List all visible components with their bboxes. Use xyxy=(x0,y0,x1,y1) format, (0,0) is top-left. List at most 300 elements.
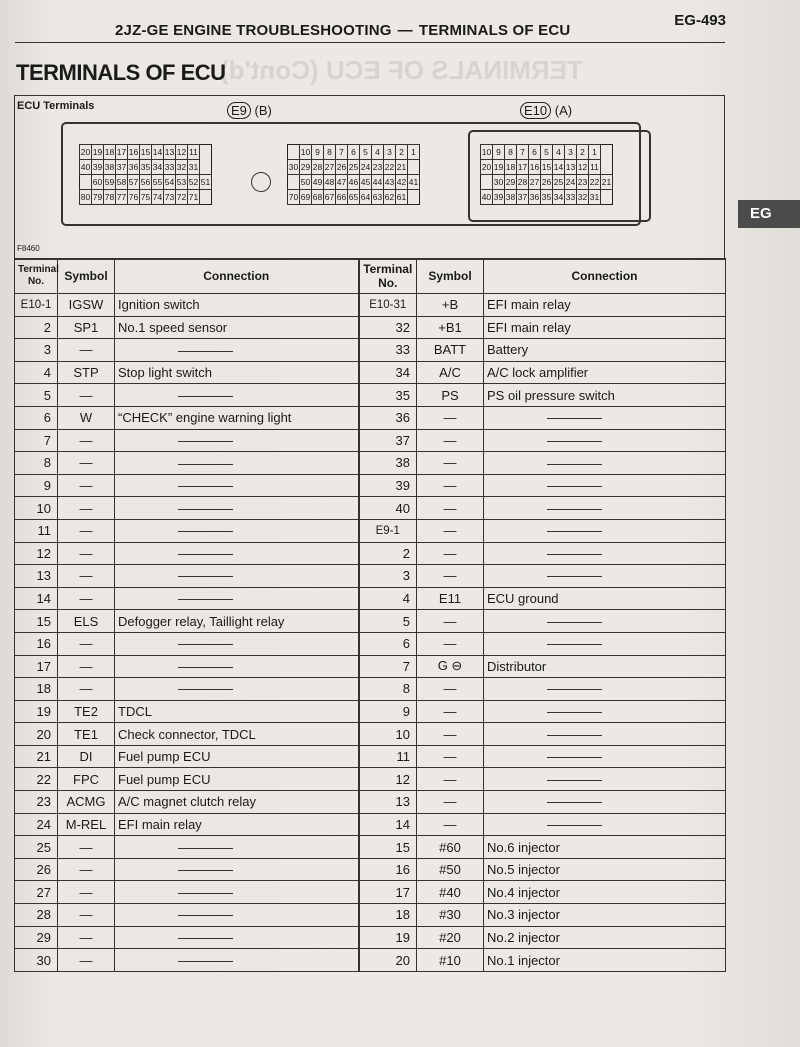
figure-code: F8460 xyxy=(17,244,40,253)
pin-number: 21 xyxy=(396,160,408,175)
pin-number: 18 xyxy=(505,160,517,175)
terminal-symbol: STP xyxy=(58,361,115,384)
terminal-number: 7 xyxy=(15,429,58,452)
terminal-symbol: #50 xyxy=(417,858,484,881)
terminal-symbol: — xyxy=(58,519,115,542)
terminal-connection: EFI main relay xyxy=(484,294,726,317)
pin-number: 66 xyxy=(336,190,348,205)
terminal-number: 6 xyxy=(359,632,417,655)
table-row xyxy=(15,858,726,881)
pin-number: 21 xyxy=(601,175,613,190)
col-header-terminal: Terminal No. xyxy=(15,259,58,294)
connector-letter: A xyxy=(559,103,568,118)
terminal-connection xyxy=(484,565,726,588)
pin-number: 71 xyxy=(188,190,200,205)
pin-spacer xyxy=(481,175,493,190)
pin-number: 10 xyxy=(300,145,312,160)
terminal-number: 33 xyxy=(359,339,417,362)
running-header xyxy=(115,22,570,39)
pin-number: 7 xyxy=(517,145,529,160)
terminal-connection xyxy=(115,904,359,927)
pin-number: 16 xyxy=(128,145,140,160)
terminal-connection: Distributor xyxy=(484,655,726,678)
terminal-connection xyxy=(484,474,726,497)
terminal-number: 5 xyxy=(359,610,417,633)
pin-number: 28 xyxy=(517,175,529,190)
pin-number: 50 xyxy=(300,175,312,190)
pin-number: 64 xyxy=(360,190,372,205)
blank-connection-line xyxy=(178,441,233,442)
blank-connection-line xyxy=(178,938,233,939)
terminal-symbol: — xyxy=(58,587,115,610)
terminal-number: 2 xyxy=(359,542,417,565)
terminal-symbol: #20 xyxy=(417,926,484,949)
pin-number: 37 xyxy=(116,160,128,175)
terminal-symbol: #10 xyxy=(417,949,484,972)
terminal-number: 13 xyxy=(15,565,58,588)
terminal-number: 24 xyxy=(15,813,58,836)
terminal-symbol: — xyxy=(58,949,115,972)
table-row xyxy=(15,768,726,791)
pin-number: 56 xyxy=(140,175,152,190)
terminal-number: 26 xyxy=(15,858,58,881)
terminal-connection xyxy=(484,723,726,746)
terminal-connection xyxy=(484,519,726,542)
terminal-symbol: SP1 xyxy=(58,316,115,339)
blank-connection-line xyxy=(178,599,233,600)
terminal-number: 18 xyxy=(15,678,58,701)
pin-number: 53 xyxy=(176,175,188,190)
terminal-connection: No.2 injector xyxy=(484,926,726,949)
terminal-number: 11 xyxy=(359,745,417,768)
locating-hole xyxy=(251,172,271,192)
terminal-number: 35 xyxy=(359,384,417,407)
blank-connection-line xyxy=(178,915,233,916)
terminal-connection: No.6 injector xyxy=(484,836,726,859)
blank-connection-line xyxy=(547,441,602,442)
blank-connection-line xyxy=(547,531,602,532)
blank-connection-line xyxy=(178,961,233,962)
pin-number: 36 xyxy=(529,190,541,205)
terminal-symbol: — xyxy=(417,565,484,588)
table-row xyxy=(15,926,726,949)
pin-number: 69 xyxy=(300,190,312,205)
blank-connection-line xyxy=(547,689,602,690)
table-row xyxy=(15,655,726,678)
terminal-symbol: — xyxy=(58,881,115,904)
pin-number: 11 xyxy=(589,160,601,175)
pin-number: 17 xyxy=(517,160,529,175)
pin-number: 23 xyxy=(577,175,589,190)
terminal-connection: Defogger relay, Taillight relay xyxy=(115,610,359,633)
pin-number: 13 xyxy=(565,160,577,175)
terminal-number: 4 xyxy=(15,361,58,384)
terminal-number: E10-31 xyxy=(359,294,417,317)
pin-row xyxy=(80,190,212,205)
table-row xyxy=(15,723,726,746)
col-header-connection: Connection xyxy=(115,259,359,294)
terminal-number: 10 xyxy=(359,723,417,746)
pin-number: 68 xyxy=(312,190,324,205)
pin-number: 40 xyxy=(481,190,493,205)
terminal-number: 4 xyxy=(359,587,417,610)
blank-connection-line xyxy=(547,712,602,713)
terminal-number: 20 xyxy=(359,949,417,972)
terminal-connection xyxy=(484,813,726,836)
pin-number: 22 xyxy=(384,160,396,175)
terminal-connection: PS oil pressure switch xyxy=(484,384,726,407)
blank-connection-line xyxy=(547,486,602,487)
pin-row xyxy=(481,190,613,205)
terminal-number: 6 xyxy=(15,406,58,429)
terminal-symbol: #60 xyxy=(417,836,484,859)
terminal-symbol: — xyxy=(417,723,484,746)
terminal-symbol: — xyxy=(417,474,484,497)
pin-number: 42 xyxy=(396,175,408,190)
pin-number: 52 xyxy=(188,175,200,190)
terminal-number: 29 xyxy=(15,926,58,949)
terminal-number: 13 xyxy=(359,791,417,814)
blank-connection-line xyxy=(547,622,602,623)
terminal-symbol: IGSW xyxy=(58,294,115,317)
blank-connection-line xyxy=(547,576,602,577)
terminal-number: 19 xyxy=(359,926,417,949)
pin-number: 51 xyxy=(200,175,212,190)
terminal-connection: No.1 speed sensor xyxy=(115,316,359,339)
header-rule xyxy=(15,42,725,43)
terminal-symbol: +B1 xyxy=(417,316,484,339)
pin-number: 20 xyxy=(481,160,493,175)
terminal-number: E10-1 xyxy=(15,294,58,317)
table-row xyxy=(15,632,726,655)
pin-number: 57 xyxy=(128,175,140,190)
terminal-connection xyxy=(484,768,726,791)
terminal-connection: Check connector, TDCL xyxy=(115,723,359,746)
terminal-symbol: M-REL xyxy=(58,813,115,836)
terminal-connection xyxy=(115,678,359,701)
pin-number: 12 xyxy=(176,145,188,160)
pin-number: 60 xyxy=(92,175,104,190)
terminal-connection xyxy=(115,565,359,588)
terminal-symbol: #30 xyxy=(417,904,484,927)
table-row xyxy=(15,316,726,339)
terminal-connection: No.5 injector xyxy=(484,858,726,881)
terminal-connection xyxy=(115,452,359,475)
pin-number: 6 xyxy=(529,145,541,160)
blank-connection-line xyxy=(547,802,602,803)
pin-number: 24 xyxy=(360,160,372,175)
blank-connection-line xyxy=(547,554,602,555)
pin-number: 61 xyxy=(396,190,408,205)
pin-number: 39 xyxy=(92,160,104,175)
terminal-connection xyxy=(115,384,359,407)
terminal-symbol: — xyxy=(417,519,484,542)
section-title: TERMINALS OF ECU xyxy=(16,60,226,85)
terminal-symbol: — xyxy=(417,678,484,701)
pin-number: 36 xyxy=(128,160,140,175)
terminal-number: 8 xyxy=(359,678,417,701)
pin-number: 13 xyxy=(164,145,176,160)
pin-number: 48 xyxy=(324,175,336,190)
terminal-connection xyxy=(115,632,359,655)
terminal-connection xyxy=(115,519,359,542)
ecu-terminals-figure xyxy=(14,95,725,260)
terminal-symbol: — xyxy=(58,926,115,949)
terminal-number: 36 xyxy=(359,406,417,429)
terminal-number: 27 xyxy=(15,881,58,904)
terminal-connection xyxy=(484,632,726,655)
terminal-number: 5 xyxy=(15,384,58,407)
terminal-connection xyxy=(484,610,726,633)
table-row xyxy=(15,610,726,633)
terminal-symbol: — xyxy=(417,429,484,452)
pin-number: 70 xyxy=(288,190,300,205)
terminal-symbol: FPC xyxy=(58,768,115,791)
pin-number: 44 xyxy=(372,175,384,190)
terminal-symbol: — xyxy=(58,542,115,565)
pin-number: 28 xyxy=(312,160,324,175)
pin-number: 23 xyxy=(372,160,384,175)
pin-number: 31 xyxy=(188,160,200,175)
pin-number: 22 xyxy=(589,175,601,190)
terminal-connection: A/C magnet clutch relay xyxy=(115,791,359,814)
terminal-connection xyxy=(484,678,726,701)
table-row xyxy=(15,678,726,701)
pin-number: 29 xyxy=(505,175,517,190)
pin-number: 41 xyxy=(408,175,420,190)
blank-connection-line xyxy=(547,735,602,736)
terminal-symbol: — xyxy=(417,497,484,520)
terminal-symbol: — xyxy=(58,632,115,655)
pin-number: 20 xyxy=(80,145,92,160)
terminal-number: 21 xyxy=(15,745,58,768)
pin-number: 5 xyxy=(541,145,553,160)
table-row xyxy=(15,904,726,927)
terminal-number: 12 xyxy=(359,768,417,791)
pin-number: 72 xyxy=(176,190,188,205)
terminal-number: 20 xyxy=(15,723,58,746)
blank-connection-line xyxy=(178,689,233,690)
pin-number: 1 xyxy=(589,145,601,160)
pin-number: 33 xyxy=(164,160,176,175)
table-row xyxy=(15,791,726,814)
connector-letter: B xyxy=(258,103,268,118)
pin-number: 74 xyxy=(152,190,164,205)
terminal-connection xyxy=(115,949,359,972)
terminal-number: 34 xyxy=(359,361,417,384)
connector-e11-pinout xyxy=(79,144,212,205)
terminal-number: 30 xyxy=(15,949,58,972)
connector-e9-pinout xyxy=(287,144,420,205)
blank-connection-line xyxy=(547,780,602,781)
pin-number: 33 xyxy=(565,190,577,205)
terminal-number: 14 xyxy=(359,813,417,836)
terminal-connection xyxy=(115,587,359,610)
terminals-table xyxy=(14,258,726,972)
pin-number: 34 xyxy=(152,160,164,175)
pin-number: 43 xyxy=(384,175,396,190)
pin-number: 63 xyxy=(372,190,384,205)
terminal-number: 17 xyxy=(15,655,58,678)
pin-number: 58 xyxy=(116,175,128,190)
pin-row xyxy=(288,190,420,205)
pin-number: 11 xyxy=(188,145,200,160)
blank-connection-line xyxy=(547,825,602,826)
terminal-symbol: PS xyxy=(417,384,484,407)
pin-number: 67 xyxy=(324,190,336,205)
blank-connection-line xyxy=(547,509,602,510)
pin-spacer xyxy=(288,175,300,190)
terminal-connection: TDCL xyxy=(115,700,359,723)
terminal-symbol: — xyxy=(417,452,484,475)
terminal-symbol: — xyxy=(58,858,115,881)
blank-connection-line xyxy=(178,396,233,397)
pin-row xyxy=(80,160,212,175)
terminal-number: 18 xyxy=(359,904,417,927)
table-row xyxy=(15,565,726,588)
terminal-symbol: — xyxy=(417,610,484,633)
blank-connection-line xyxy=(178,667,233,668)
terminal-number: 11 xyxy=(15,519,58,542)
pin-number: 27 xyxy=(529,175,541,190)
col-header-connection: Connection xyxy=(484,259,726,294)
table-row xyxy=(15,542,726,565)
pin-number: 65 xyxy=(348,190,360,205)
terminal-symbol: — xyxy=(58,836,115,859)
table-row xyxy=(15,881,726,904)
terminal-connection: Ignition switch xyxy=(115,294,359,317)
col-header-symbol: Symbol xyxy=(58,259,115,294)
blank-connection-line xyxy=(178,464,233,465)
terminal-connection xyxy=(484,452,726,475)
connector-tag-e9: E9 (B) xyxy=(227,103,272,118)
pin-row xyxy=(80,175,212,190)
terminal-number: 39 xyxy=(359,474,417,497)
terminal-number: 22 xyxy=(15,768,58,791)
table-row xyxy=(15,949,726,972)
pin-spacer xyxy=(80,175,92,190)
header-separator: — xyxy=(397,22,413,39)
terminal-number: 23 xyxy=(15,791,58,814)
bleed-through-text: TERMINALS OF ECU (Cont'd) xyxy=(220,55,583,85)
terminal-number: 28 xyxy=(15,904,58,927)
blank-connection-line xyxy=(547,464,602,465)
pin-number: 38 xyxy=(104,160,116,175)
terminal-symbol: ELS xyxy=(58,610,115,633)
pin-number: 80 xyxy=(80,190,92,205)
pin-number: 18 xyxy=(104,145,116,160)
blank-connection-line xyxy=(547,757,602,758)
pin-number: 54 xyxy=(164,175,176,190)
terminal-number: 16 xyxy=(15,632,58,655)
pin-row xyxy=(80,145,212,160)
pin-number: 25 xyxy=(553,175,565,190)
terminal-connection xyxy=(115,497,359,520)
blank-connection-line xyxy=(547,644,602,645)
pin-number: 34 xyxy=(553,190,565,205)
pin-number: 4 xyxy=(372,145,384,160)
terminal-connection xyxy=(484,791,726,814)
terminal-connection: No.1 injector xyxy=(484,949,726,972)
pin-number: 5 xyxy=(360,145,372,160)
terminal-connection xyxy=(115,881,359,904)
header-topic: TERMINALS OF ECU xyxy=(418,22,571,39)
terminal-symbol: — xyxy=(58,452,115,475)
col-header-symbol: Symbol xyxy=(417,259,484,294)
pin-number: 6 xyxy=(348,145,360,160)
terminal-symbol: — xyxy=(417,700,484,723)
terminal-connection xyxy=(115,926,359,949)
terminal-symbol: TE2 xyxy=(58,700,115,723)
table-row xyxy=(15,429,726,452)
pin-row xyxy=(288,160,420,175)
pin-number: 39 xyxy=(493,190,505,205)
pin-number: 76 xyxy=(128,190,140,205)
terminal-symbol: — xyxy=(58,497,115,520)
pin-number: 38 xyxy=(505,190,517,205)
pin-number: 15 xyxy=(541,160,553,175)
pin-number: 30 xyxy=(288,160,300,175)
terminal-symbol: — xyxy=(417,813,484,836)
terminal-connection xyxy=(484,745,726,768)
terminal-number: 19 xyxy=(15,700,58,723)
pin-number: 10 xyxy=(481,145,493,160)
terminal-symbol: ACMG xyxy=(58,791,115,814)
pin-number: 3 xyxy=(565,145,577,160)
pin-number: 2 xyxy=(396,145,408,160)
pin-number: 12 xyxy=(577,160,589,175)
pin-number: 4 xyxy=(553,145,565,160)
terminal-number: 15 xyxy=(359,836,417,859)
terminal-symbol: — xyxy=(417,632,484,655)
terminal-symbol: — xyxy=(417,768,484,791)
pin-number: 77 xyxy=(116,190,128,205)
table-row xyxy=(15,813,726,836)
pin-number: 47 xyxy=(336,175,348,190)
pin-number: 32 xyxy=(176,160,188,175)
pin-number: 19 xyxy=(92,145,104,160)
pin-number: 35 xyxy=(140,160,152,175)
terminal-symbol: #40 xyxy=(417,881,484,904)
table-header-row xyxy=(15,259,726,294)
connector-tag-e10: E10 (A) xyxy=(520,103,572,118)
terminal-connection: EFI main relay xyxy=(484,316,726,339)
connector-code: E10 xyxy=(520,102,551,119)
terminal-connection: EFI main relay xyxy=(115,813,359,836)
terminal-number: 40 xyxy=(359,497,417,520)
pin-number: 26 xyxy=(336,160,348,175)
terminal-symbol: — xyxy=(58,429,115,452)
terminal-number: 8 xyxy=(15,452,58,475)
pin-number: 46 xyxy=(348,175,360,190)
table-row xyxy=(15,339,726,362)
terminal-number: 2 xyxy=(15,316,58,339)
terminal-connection xyxy=(115,542,359,565)
pin-number: 73 xyxy=(164,190,176,205)
col-header-terminal: Terminal No. xyxy=(359,259,417,294)
pin-number: 32 xyxy=(577,190,589,205)
terminal-connection xyxy=(115,655,359,678)
terminal-connection xyxy=(484,406,726,429)
pin-row xyxy=(481,160,613,175)
pin-number: 31 xyxy=(589,190,601,205)
pin-row xyxy=(481,175,613,190)
terminal-symbol: — xyxy=(417,542,484,565)
pin-number: 14 xyxy=(553,160,565,175)
terminal-number: 10 xyxy=(15,497,58,520)
blank-connection-line xyxy=(178,509,233,510)
terminal-symbol: TE1 xyxy=(58,723,115,746)
